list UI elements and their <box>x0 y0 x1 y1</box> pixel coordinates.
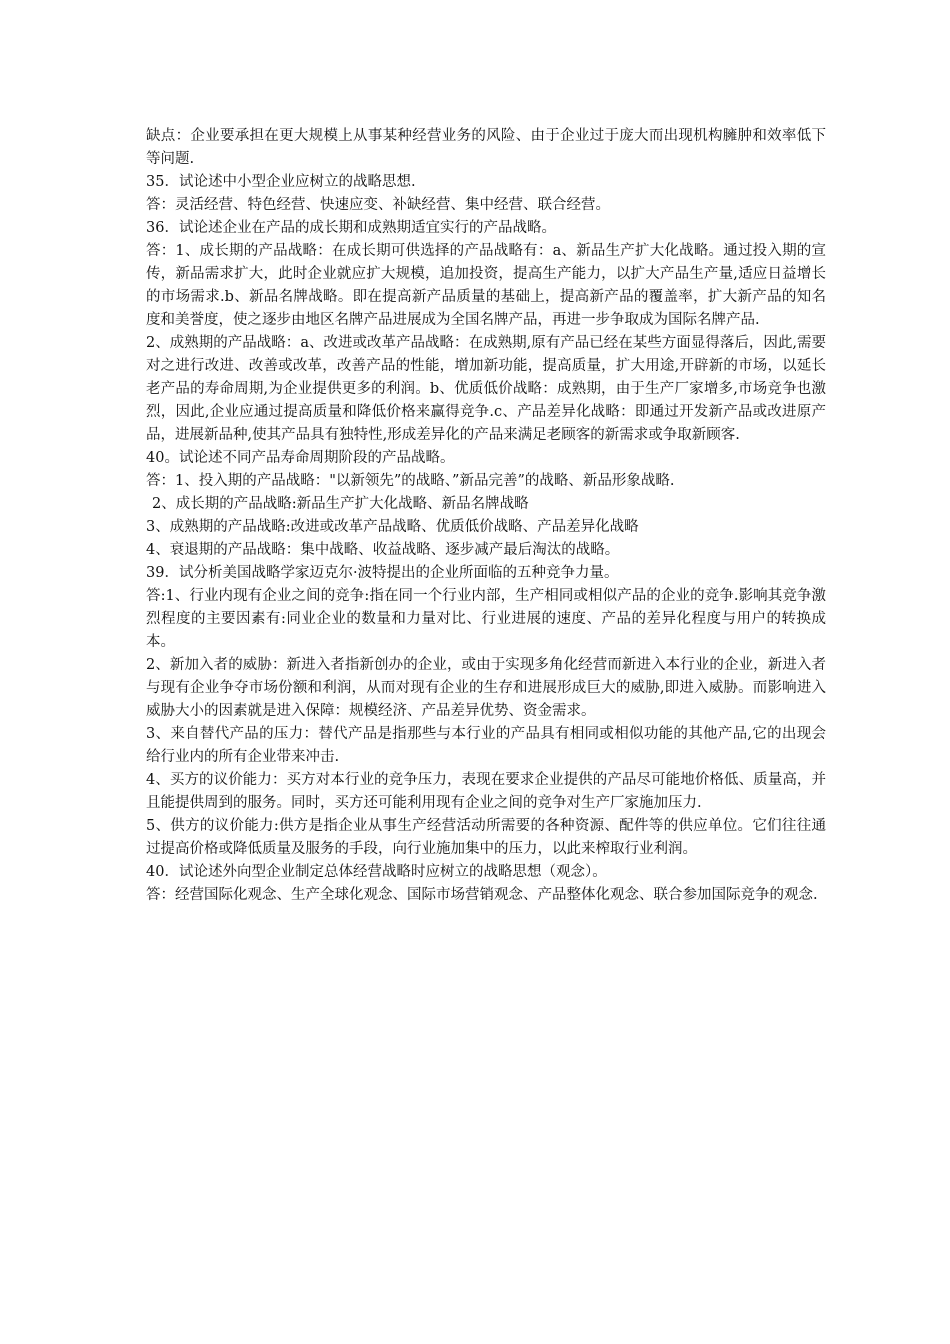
answer-39-rivalry: 答:1、行业内现有企业之间的竞争:指在同一个行业内部，生产相同或相似产品的企业的竞争.影响其竞争激烈程度的主要因素有:同业企业的数量和力量对比、行业进展的速度、产品的差异化程度与用户的转换成本。 <box>146 588 826 650</box>
answer-39-new-entrants: 2、新加入者的威胁：新进入者指新创办的企业，或由于实现多角化经营而新进入本行业的企业，新进入者与现有企业争夺市场份额和利润，从而对现有企业的生存和进展形成巨大的威胁,即进入威胁。而影响进入威胁大小的因素就是进入保障：规模经济、产品差异优势、资金需求。 <box>146 657 826 719</box>
question-40-export: 40．试论述外向型企业制定总体经营战略时应树立的战略思想（观念）。 <box>146 864 607 880</box>
answer-40-growth: 2、成长期的产品战略:新品生产扩大化战略、新品名牌战略 <box>152 496 529 512</box>
answer-40-decline: 4、衰退期的产品战略：集中战略、收益战略、逐步减产最后淘汰的战略。 <box>146 542 620 558</box>
answer-35: 答：灵活经营、特色经营、快速应变、补缺经营、集中经营、联合经营。 <box>146 197 610 213</box>
answer-39-buyers: 4、买方的议价能力：买方对本行业的竞争压力，表现在要求企业提供的产品尽可能地价格低、质量高，并且能提供周到的服务。同时，买方还可能利用现有企业之间的竞争对生产厂家施加压力. <box>146 772 826 811</box>
question-40-lifecycle: 40。试论述不同产品寿命周期阶段的产品战略。 <box>146 450 455 466</box>
answer-40-intro: 答：1、投入期的产品战略："以新领先”的战略、”新品完善”的战略、新品形象战略. <box>146 473 675 489</box>
answer-36-maturity: 2、成熟期的产品战略：a、改进或改革产品战略：在成熟期,原有产品已经在某些方面显得落后，因此,需要对之进行改进、改善或改革，改善产品的性能，增加新功能，提高质量，扩大用途,开辟新的市场，以延长老产品的寿命周期,为企业提供更多的利润。b、优质低价战略：成熟期，由于生产厂家增多,市场竞争也激烈，因此,企业应通过提高质量和降低价格来赢得竞争.c、产品差异化战略：即通过开发新产品或改进原产品，进展新品种,使其产品具有独特性,形成差异化的产品来满足老顾客的新需求或争取新顾客. <box>146 335 826 443</box>
document-page <box>146 125 826 907</box>
answer-39-suppliers: 5、供方的议价能力:供方是指企业从事生产经营活动所需要的各种资源、配件等的供应单位。它们往往通过提高价格或降低质量及服务的手段，向行业施加集中的压力，以此来榨取行业利润。 <box>146 818 826 857</box>
question-39: 39．试分析美国战略学家迈克尔·波特提出的企业所面临的五种竞争力量。 <box>146 565 619 581</box>
answer-40-maturity: 3、成熟期的产品战略:改进或改革产品战略、优质低价战略、产品差异化战略 <box>146 519 639 535</box>
answer-39-substitutes: 3、来自替代产品的压力：替代产品是指那些与本行业的产品具有相同或相似功能的其他产品,它的出现会给行业内的所有企业带来冲击. <box>146 726 826 765</box>
question-36: 36．试论述企业在产品的成长期和成熟期适宜实行的产品战略。 <box>146 220 556 236</box>
paragraph-weaknesses: 缺点：企业要承担在更大规模上从事某种经营业务的风险、由于企业过于庞大而出现机构臃肿和效率低下等问题. <box>146 128 826 167</box>
answer-40-export: 答：经营国际化观念、生产全球化观念、国际市场营销观念、产品整体化观念、联合参加国际竞争的观念. <box>146 887 818 903</box>
question-35: 35．试论述中小型企业应树立的战略思想. <box>146 174 416 190</box>
answer-36-growth: 答：1、成长期的产品战略：在成长期可供选择的产品战略有：a、新品生产扩大化战略。通过投入期的宣传，新品需求扩大，此时企业就应扩大规模，追加投资，提高生产能力，以扩大产品生产量,适应日益增长的市场需求.b、新品名牌战略。即在提高新产品质量的基础上，提高新产品的覆盖率，扩大新产品的知名度和美誉度，使之逐步由地区名牌产品进展成为全国名牌产品，再进一步争取成为国际名牌产品. <box>146 243 826 328</box>
